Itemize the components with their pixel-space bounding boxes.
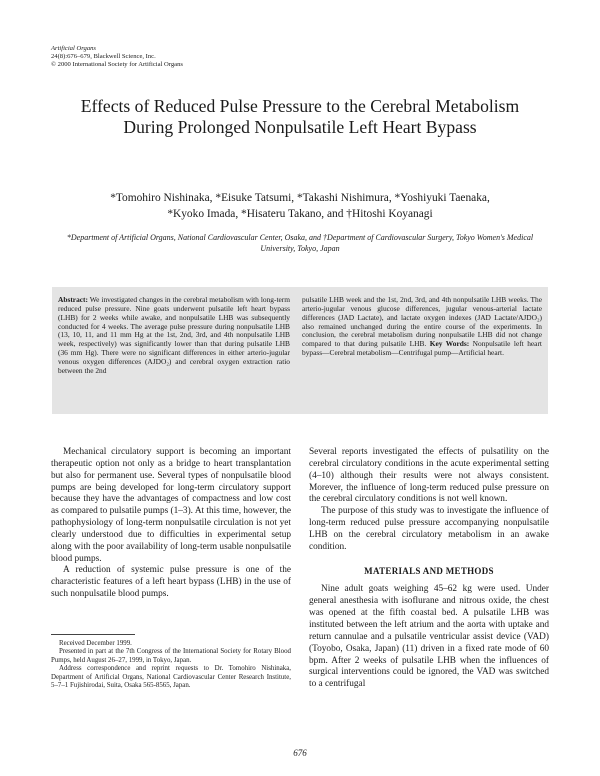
journal-name: Artificial Organs [51,45,96,52]
body-paragraph: Nine adult goats weighing 45–62 kg were used. Under general anesthesia with isoflurane and nitrous oxide, the chest was opened at the fifth coastal bed. A pulsatile LHB was instituted between the left atrium and the aorta with uptake and return cannulae and a pulsatile ventricular assist device (VAD) (Toyobo, Osaka, Japan) (11) driven in a fixed rate mode of 60 bpm. After 2 weeks of pulsatile LHB when the influences of surgical interventions could be ignored, the VAD was switched to a centrifugal [309,584,549,690]
abstract-text-left: We investigated changes in the cerebral metabolism with long-term reduced pulse pressure. Nine goats underwent pulsatile left heart bypass (LHB) for 2 weeks while awake, and nonpulsatile LHB was subsequently conducted for 4 weeks. The average pulse pressure during nonpulsatile LHB (13, 10, 11, and 11 mm Hg at the 1st, 2nd, 3rd, and 4th nonpulsatile LHB week, respectively) was significantly lower than that during pulsatile LHB (36 mm Hg). There were no significant differences in either arterio-jugular venous oxygen differences (AJDO₂) and cerebral oxygen extraction ratio between the 2nd [58,295,290,375]
keywords: Nonpulsatile left heart bypass—Cerebral metabolism—Centrifugal pump—Artificial heart. [302,339,542,358]
journal-header [51,45,183,68]
footnote-address: Address correspondence and reprint requests to Dr. Tomohiro Nishinaka, Department of Artificial Organs, National Cardiovascular Center Research Institute, 5–7–1 Fujishirodai, Suita, Osaka 565-8565, Japan. [51,665,291,690]
footnote-rule [51,634,135,635]
abstract-text-right: pulsatile LHB week and the 1st, 2nd, 3rd, and 4th nonpulsatile LHB weeks. The arterio-jugular venous glucose differences, jugular venous-arterial lactate differences (JAD Lactate), and lactate oxygen indexes (JAD Lactate/AJDO₂) also remained unchanged during the entire course of the experiments. In conclusion, the cerebral metabolism during nonpulsatile LHB did not change compared to that during pulsatile LHB. [302,295,542,349]
author-line-2: *Kyoko Imada, *Hisateru Takano, and †Hitoshi Koyanagi [167,208,433,220]
page-number: 676 [293,748,307,758]
abstract-left-column [58,296,290,376]
abstract-label: Abstract: [58,295,88,304]
author-list [60,190,540,222]
footnote-presented: Presented in part at the 7th Congress of the International Society for Rotary Blood Pumps, held August 26–27, 1999, in Tokyo, Japan. [51,648,291,664]
body-paragraph: Mechanical circulatory support is becoming an important therapeutic option not only as a bridge to heart transplantation but also for permanent use. Several types of nonpulsatile blood pumps are being developed for long-term circulatory support because they have the advantages of compactness and low cost as compared to pulsatile pumps (1–3). At this time, however, the pathophysiology of long-term nonpulsatile circulation is not yet clearly understood due to difficulties in experimental setup along with the poor availability of long-term usable nonpulsatile blood pumps. [51,447,292,564]
journal-copyright: © 2000 International Society for Artificial Organs [51,60,183,68]
body-right-column [309,447,549,691]
abstract-right-column [302,296,542,358]
footnotes [51,640,291,690]
body-left-column [51,447,291,601]
affiliation: *Department of Artificial Organs, National Cardiovascular Center, Osaka, and †Department of Cardiovascular Surgery, Tokyo Women's Medical University, Tokyo, Japan [66,233,534,253]
footnote-received: Received December 1999. [59,640,132,647]
keywords-label: Key Words: [429,339,470,349]
body-paragraph: A reduction of systemic pulse pressure is one of the characteristic features of a left heart bypass (LHB) in the use of such nonpulsatile blood pumps. [51,565,291,600]
author-line-1: *Tomohiro Nishinaka, *Eisuke Tatsumi, *Takashi Nishimura, *Yoshiyuki Taenaka, [110,192,490,204]
body-paragraph: The purpose of this study was to investigate the influence of long-term reduced pulse pressure accompanying nonpulsatile LHB on the cerebral circulatory metabolism in an awake condition. [309,506,549,552]
body-paragraph: Several reports investigated the effects of pulsatility on the cerebral circulatory conditions in the acute experimental setting (4–10) although their results were not always consistent. Morever, the influence of long-term reduced pulse pressure on the cerebral circulatory conditions is not well known. [309,447,549,505]
article-title: Effects of Reduced Pulse Pressure to the Cerebral Metabolism During Prolonged Nonpulsatile Left Heart Bypass [80,96,520,137]
section-heading: MATERIALS AND METHODS [364,565,494,576]
journal-volume: 24(8):676–679, Blackwell Science, Inc. [51,52,156,60]
